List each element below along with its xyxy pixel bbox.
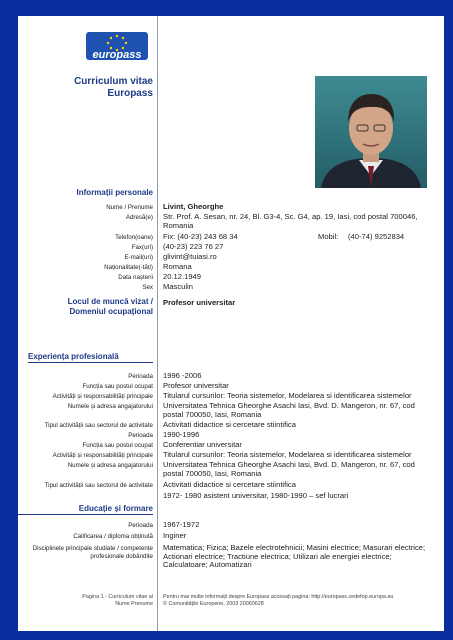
row-value: 1967-1972 [163,520,200,529]
row-value: Activitati didactice si cercetare stiintifica [163,420,296,429]
footer-left-line1: Pagina 1 - Curriculum vitae al [82,594,153,600]
personal-info-heading: Informații personale [76,188,153,197]
row-label: Disciplinele principale studiate / competențe profesionale dobândite [32,545,153,560]
row-label: Fax(uri) [131,244,153,251]
europass-logo [80,28,154,72]
mobile-label: Mobil: [318,232,339,241]
row-value: Activitati didactice si cercetare stiintifica [163,480,296,489]
logo-text: europass [92,49,142,61]
row-value: Conferentiar universitar [163,440,242,449]
row-label: Funcția sau postul ocupat [82,383,153,390]
row-label: Adresă(e) [125,214,153,221]
row-value: Inginer [163,531,187,540]
row-label: Telefon(oane) [115,234,153,241]
footer-right-line1: Pentru mai multe informații despre Europass accesați pagina: http://europass.cedefop.europa.eu [163,594,394,600]
row-value: 20.12.1949 [163,272,202,281]
row-label: Numele și adresa angajatorului [67,462,153,469]
row-value: 1990-1996 [163,430,200,439]
row-value: (40-23) 223 76 27 [163,242,224,251]
row-value: Profesor universitar [163,381,229,390]
row-label: Tipul activității sau sectorul de activitate [44,422,153,429]
row-label: Naționalitate(-tăți) [104,264,153,271]
row-value: Fix: (40-23) 243 68 34 [163,232,238,241]
footer-left [18,594,153,607]
row-value: Str. Prof. A. Sesan, nr. 24, Bl. G3-4, Sc. G4, ap. 19, Iasi, cod postal 700046, Romania [163,212,418,230]
row-value: Masculin [163,282,193,291]
row-value: 1996 -2006 [163,371,202,380]
row-label: Perioada [128,522,153,529]
row-label: Perioada [128,373,153,380]
row-label: Perioada [128,432,153,439]
row-label: Sex [142,284,153,291]
divider [157,16,158,631]
row-value: Titularul cursurilor: Teoria sistemelor, Modelarea si identificarea sistemelor [163,450,412,459]
row-value: Universitatea Tehnica Gheorghe Asachi Iasi, Bvd. D. Mangeron, nr. 67, cod postal 700050, Iasi, Romania [163,401,415,419]
desired-job-heading-line2: Domeniul ocupațional [69,307,153,316]
footer-left-line2: Nume Prenume [115,600,153,607]
education-heading: Educație și formare [18,504,153,515]
desired-job-heading-line1: Locul de muncă vizat / [67,297,153,306]
row-label: E-mail(uri) [124,254,153,261]
cv-page [18,16,444,631]
cv-title-line1: Curriculum vitae [74,76,153,87]
cv-title-line2: Europass [107,88,153,99]
row-label: Funcția sau postul ocupat [82,442,153,449]
row-value: 1972- 1980 asistent universitar, 1980-1990 – sef lucrari [163,491,349,500]
row-value: Matematica; Fizica; Bazele electrotehnicii; Masini electrice; Masurari electrice; Actionari electrice; Tractiune electrica; Utilizari ale energiei electrice; Calculatoare; Automatizari [163,543,426,570]
row-label: Numele și adresa angajatorului [67,403,153,410]
experience-heading: Experiența profesională [28,352,153,363]
desired-job-value: Profesor universitar [163,298,236,307]
row-label: Calificarea / diploma obținută [73,533,153,540]
row-value: Livint, Gheorghe [163,202,224,211]
row-label: Nume / Prenume [106,204,153,211]
mobile-value: (40-74) 9252834 [348,232,405,241]
footer-right-line2: © Comunitățile Europene, 2003 20060628 [163,600,264,607]
desired-job-heading [18,297,153,317]
row-value: Romana [163,262,192,271]
row-label: Data nașterii [118,274,153,281]
row-value: Titularul cursurilor: Teoria sistemelor, Modelarea si identificarea sistemelor [163,391,412,400]
row-label: Tipul activității sau sectorul de activitate [44,482,153,489]
row-label: Activități și responsabilități principale [52,393,153,400]
row-label: Activități și responsabilități principale [52,452,153,459]
row-value: glivint@tuiasi.ro [163,252,217,261]
profile-photo [315,76,427,188]
row-value: Universitatea Tehnica Gheorghe Asachi Iasi, Bvd. D. Mangeron, nr. 67, cod postal 700050, Iasi, Romania [163,460,415,478]
cv-title [18,76,153,100]
footer-right [163,594,433,607]
